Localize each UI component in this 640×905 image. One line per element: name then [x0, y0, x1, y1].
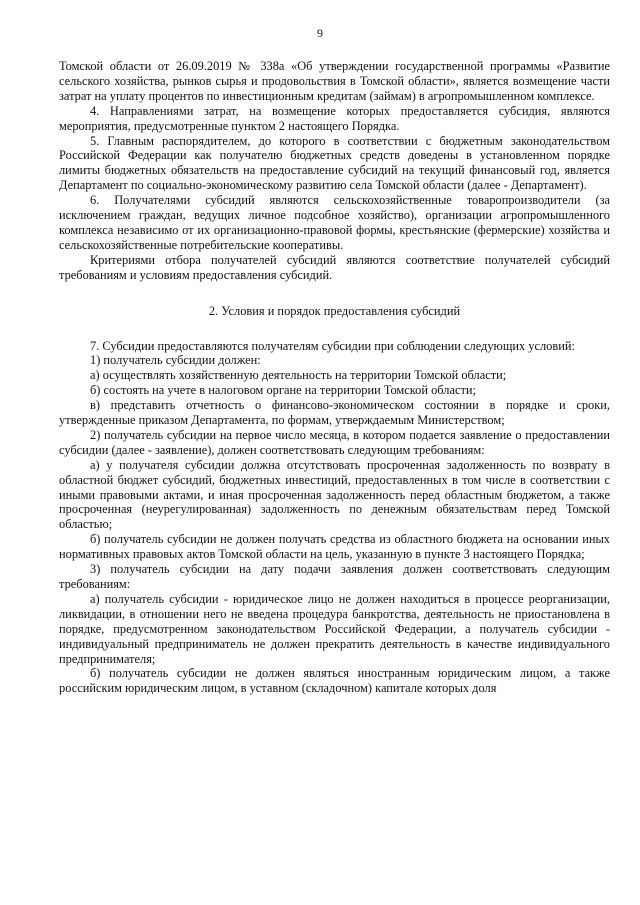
paragraph-criteria: Критериями отбора получателей субсидий являются соответствие получателей субсидий требованиям и условиям предоставления субсидий. — [59, 252, 610, 282]
clause-1: 1) получатель субсидии должен: — [90, 353, 261, 368]
clause-1a: а) осуществлять хозяйственную деятельность на территории Томской области; — [90, 368, 507, 383]
clause-3a: а) получатель субсидии - юридическое лицо не должен находиться в процессе реорганизации, ликвидации, в отношении него не введена процедура банкротства, деятельность не приостановлена в порядке, предусмотренном законодательством Российской Федерации, а получатель субсидии - индивидуальный предприниматель не должен прекратить деятельность в качестве индивидуального предпринимателя; — [59, 591, 610, 666]
clause-3b: б) получатель субсидии не должен являться иностранным юридическим лицом, а также российским юридическим лицом, в уставном (складочном) капитале которых доля — [59, 666, 610, 696]
clause-1c: в) представить отчетность о финансово-экономическом состоянии в порядке и сроки, утвержденные приказом Департамента, по формам, утверждаемым Министерством; — [59, 398, 610, 428]
page-number: 9 — [317, 26, 323, 40]
paragraph-7: 7. Субсидии предоставляются получателям субсидии при соблюдении следующих условий: — [90, 338, 575, 353]
paragraph-intro-continuation: Томской области от 26.09.2019 № 338а «Об утверждении государственной программы «Развитие сельского хозяйства, рынков сырья и продовольствия в Томской области», является возмещение части затрат на уплату процентов по инвестиционным кредитам (займам) в агропромышленном комплексе. — [59, 59, 610, 103]
clause-1b: б) состоять на учете в налоговом органе на территории Томской области; — [90, 383, 476, 398]
clause-2b: б) получатель субсидии не должен получать средства из областного бюджета на основании иных нормативных правовых актов Томской области на цель, указанную в пункте 3 настоящего Порядка; — [59, 532, 610, 562]
document-body — [59, 59, 610, 696]
paragraph-4: 4. Направлениями затрат, на возмещение которых предоставляется субсидия, являются мероприятия, предусмотренные пунктом 2 настоящего Порядка. — [59, 103, 610, 133]
paragraph-5: 5. Главным распорядителем, до которого в соответствии с бюджетным законодательством Российской Федерации как получателю бюджетных средств доведены в установленном порядке лимиты бюджетных обязательств на предоставление субсидий на текущий финансовый год, является Департамент по социально-экономическому развитию села Томской области (далее - Департамент). — [59, 133, 610, 193]
section-heading: 2. Условия и порядок предоставления субсидий — [208, 303, 461, 318]
clause-2: 2) получатель субсидии на первое число месяца, в котором подается заявление о предоставлении субсидии (далее - заявление), должен соответствовать следующим требованиям: — [59, 427, 610, 457]
clause-2a: а) у получателя субсидии должна отсутствовать просроченная задолженность по возврату в областной бюджет субсидий, бюджетных инвестиций, предоставленных в том числе в соответствии с иными правовыми актами, и иная просроченная задолженность перед областным бюджетом, а также просроченная (неурегулированная) задолженность по денежным обязательствам перед Томской областью; — [59, 457, 610, 532]
clause-3: 3) получатель субсидии на дату подачи заявления должен соответствовать следующим требованиям: — [59, 562, 610, 591]
paragraph-6: 6. Получателями субсидий являются сельскохозяйственные товаропроизводители (за исключением граждан, ведущих личное подсобное хозяйство), организации агропромышленного комплекса независимо от их организационно-правовой формы, крестьянские (фермерские) хозяйства и сельскохозяйственные потребительские кооперативы. — [59, 193, 610, 252]
